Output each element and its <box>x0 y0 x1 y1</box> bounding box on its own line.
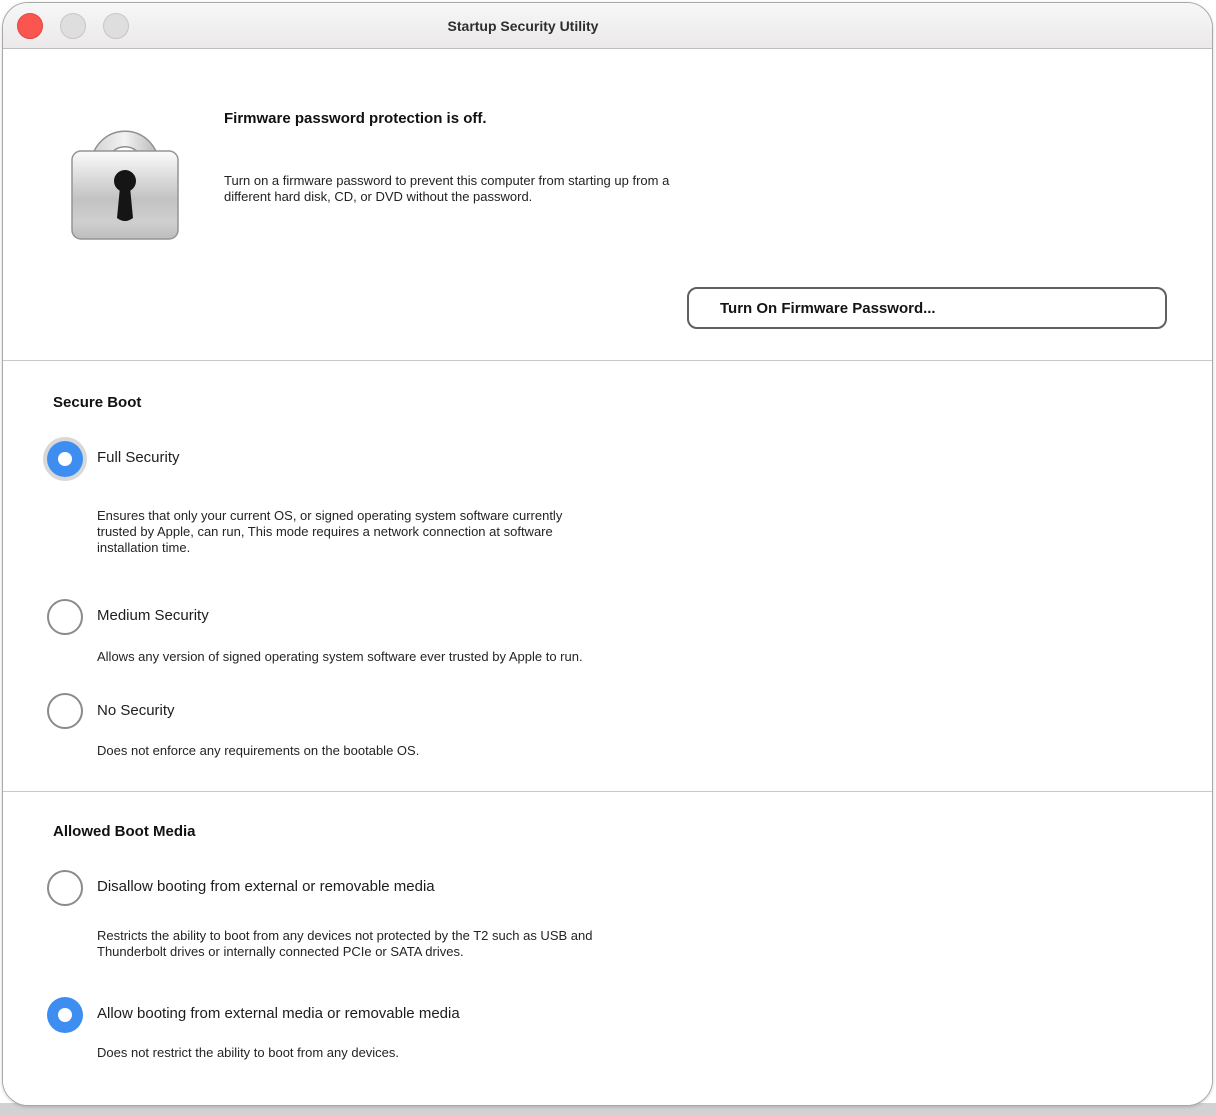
titlebar <box>3 3 1212 49</box>
minimize-button[interactable] <box>60 13 86 39</box>
radio-medium-security[interactable] <box>47 599 83 635</box>
traffic-lights <box>17 13 129 39</box>
desc-full-security: Ensures that only your current OS, or signed operating system software currently trusted by Apple, can run, This mode requires a network connection at software installation time. <box>97 508 563 555</box>
firmware-password-section <box>3 49 1212 361</box>
radio-label-disallow-external-boot[interactable]: Disallow booting from external or removable media <box>97 878 435 895</box>
desc-disallow-external-boot: Restricts the ability to boot from any devices not protected by the T2 such as USB and Thunderbolt drives or internally connected PCIe or SATA drives. <box>97 928 593 959</box>
firmware-description: Turn on a firmware password to prevent this computer from starting up from a different hard disk, CD, or DVD without the password. <box>224 173 670 204</box>
lock-icon <box>67 101 183 243</box>
radio-disallow-external-boot[interactable] <box>47 870 83 906</box>
allowed-boot-media-section <box>3 792 1212 1105</box>
radio-full-security[interactable] <box>47 441 83 477</box>
radio-label-no-security[interactable]: No Security <box>97 702 175 719</box>
radio-allow-external-boot[interactable] <box>47 997 83 1033</box>
radio-label-medium-security[interactable]: Medium Security <box>97 607 209 624</box>
secure-boot-section <box>3 361 1212 792</box>
radio-label-allow-external-boot[interactable]: Allow booting from external media or removable media <box>97 1005 460 1022</box>
secure-boot-heading: Secure Boot <box>53 394 142 411</box>
startup-security-utility-window <box>2 2 1213 1106</box>
window-title: Startup Security Utility <box>447 17 599 34</box>
firmware-status-heading: Firmware password protection is off. <box>224 110 487 127</box>
zoom-button[interactable] <box>103 13 129 39</box>
close-button[interactable] <box>17 13 43 39</box>
allowed-boot-media-heading: Allowed Boot Media <box>53 823 196 840</box>
radio-no-security[interactable] <box>47 693 83 729</box>
radio-label-full-security[interactable]: Full Security <box>97 449 180 466</box>
desc-allow-external-boot: Does not restrict the ability to boot from any devices. <box>97 1045 400 1060</box>
desc-no-security: Does not enforce any requirements on the bootable OS. <box>97 743 420 758</box>
desc-medium-security: Allows any version of signed operating system software ever trusted by Apple to run. <box>97 649 583 664</box>
turn-on-firmware-password-button[interactable]: Turn On Firmware Password... <box>687 287 1167 329</box>
